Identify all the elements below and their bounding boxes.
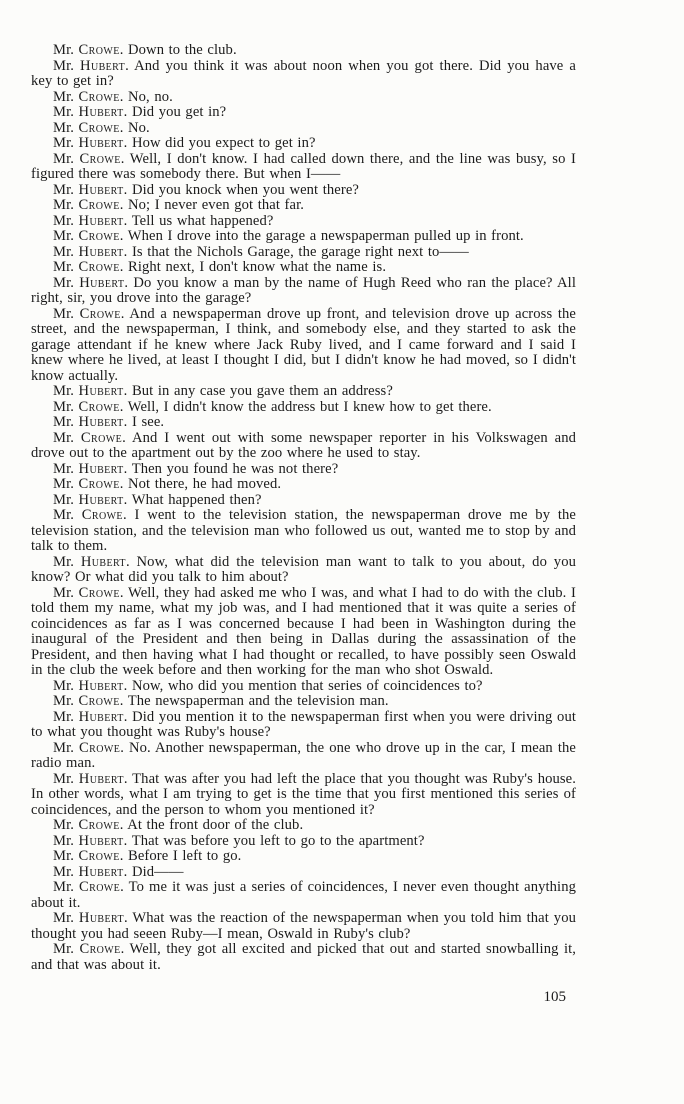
dialogue-paragraph: Mr. Hubert. Tell us what happened?	[53, 212, 274, 229]
speaker-name: Mr. Crowe.	[53, 879, 124, 895]
dialogue-paragraph: Mr. Crowe. Before I left to go.	[53, 848, 242, 864]
speaker-name: Mr. Crowe.	[53, 88, 124, 105]
dialogue-paragraph: Mr. Crowe. To me it was just a series of coincidences, I never even thought anything about it.	[31, 879, 576, 911]
speaker-name: Mr. Hubert.	[53, 414, 128, 430]
dialogue-paragraph: Mr. Crowe. Well, I don't know. I had called down there, and the line was busy, so I figured there was somebody there. But when I——	[31, 150, 576, 182]
speaker-name: Mr. Hubert.	[53, 677, 128, 694]
speaker-name: Mr. Crowe.	[53, 507, 127, 523]
dialogue-paragraph: Mr. Hubert. Then you found he was not there?	[53, 460, 339, 477]
dialogue-paragraph: Mr. Crowe. Down to the club.	[53, 42, 237, 58]
dialogue-paragraph: Mr. Crowe. When I drove into the garage a newspaperman pulled up in front.	[53, 228, 524, 244]
dialogue-paragraph: Mr. Hubert. That was before you left to go to the apartment?	[53, 832, 425, 849]
speaker-name: Mr. Crowe.	[53, 42, 124, 58]
speaker-name: Mr. Hubert.	[53, 553, 130, 570]
speaker-name: Mr. Crowe.	[53, 739, 124, 756]
speaker-name: Mr. Crowe.	[53, 398, 124, 415]
speaker-name: Mr. Crowe.	[53, 941, 125, 957]
dialogue-paragraph: Mr. Hubert. Is that the Nichols Garage, the garage right next to——	[53, 243, 469, 260]
dialogue-paragraph: Mr. Crowe. At the front door of the club.	[53, 817, 304, 833]
speaker-name: Mr. Hubert.	[53, 181, 128, 198]
dialogue-paragraph: Mr. Crowe. The newspaperman and the television man.	[53, 693, 389, 709]
dialogue-paragraph: Mr. Crowe. No; I never even got that far.	[53, 197, 304, 213]
dialogue-paragraph: Mr. Hubert. Did you get in?	[53, 104, 227, 120]
speaker-name: Mr. Hubert.	[53, 383, 128, 399]
speaker-name: Mr. Hubert.	[53, 910, 128, 926]
dialogue-paragraph: Mr. Hubert. Did——	[53, 863, 184, 880]
dialogue-paragraph: Mr. Crowe. And I went out with some newspaper reporter in his Volkswagen and drove out to the apartment out by the zoo where he used to stay.	[31, 429, 577, 461]
dialogue-paragraph: Mr. Crowe. No.	[53, 119, 150, 136]
dialogue-paragraph: Mr. Hubert. Do you know a man by the name of Hugh Reed who ran the place? All right, sir, you drove into the garage?	[31, 274, 576, 306]
dialogue-paragraph: Mr. Crowe. Well, they had asked me who I was, and what I had to do with the club. I told them my name, what my job was, and I had mentioned that it was quite a series of coincidences as far as I was concerned because I had been in Washington during the inaugural of the President and then being in Dallas during the assassination of the President, and then having what I had thought or recalled, to have possibly seen Oswald in the club the week before and then working for the man who shot Oswald.	[31, 584, 577, 678]
speaker-name: Mr. Crowe.	[53, 197, 124, 213]
dialogue-paragraph: Mr. Hubert. Did you knock when you went there?	[53, 181, 360, 198]
speaker-name: Mr. Hubert.	[53, 770, 128, 787]
speaker-name: Mr. Crowe.	[53, 150, 125, 167]
dialogue-text	[31, 43, 576, 973]
speaker-name: Mr. Hubert.	[53, 832, 128, 849]
speaker-name: Mr. Crowe.	[53, 305, 125, 322]
speaker-name: Mr. Crowe.	[53, 119, 124, 136]
dialogue-paragraph: Mr. Crowe. Well, they got all excited and picked that out and started snowballing it, and that was about it.	[31, 941, 577, 973]
dialogue-paragraph: Mr. Hubert. I see.	[53, 414, 165, 430]
speaker-name: Mr. Crowe.	[53, 693, 124, 709]
speaker-name: Mr. Hubert.	[53, 460, 128, 477]
dialogue-paragraph: Mr. Crowe. Right next, I don't know what the name is.	[53, 259, 387, 275]
dialogue-paragraph: Mr. Hubert. Now, who did you mention that series of coincidences to?	[53, 677, 483, 694]
dialogue-paragraph: Mr. Hubert. Now, what did the television man want to talk to you about, do you know? Or what did you talk to him about?	[31, 553, 576, 585]
speaker-name: Mr. Crowe.	[53, 429, 126, 446]
dialogue-paragraph: Mr. Hubert. And you think it was about noon when you got there. Did you have a key to get in?	[31, 57, 576, 89]
speaker-name: Mr. Crowe.	[53, 584, 124, 601]
speaker-name: Mr. Crowe.	[53, 817, 124, 833]
speaker-name: Mr. Crowe.	[53, 228, 124, 244]
dialogue-paragraph: Mr. Hubert. How did you expect to get in?	[53, 135, 316, 151]
dialogue-paragraph: Mr. Crowe. No, no.	[53, 88, 173, 105]
speaker-name: Mr. Hubert.	[53, 104, 128, 120]
speaker-name: Mr. Hubert.	[53, 243, 128, 260]
page-number: 105	[543, 989, 566, 1005]
dialogue-paragraph: Mr. Hubert. Did you mention it to the newspaperman first when you were driving out to what you thought was Ruby's house?	[31, 708, 576, 740]
dialogue-paragraph: Mr. Hubert. That was after you had left the place that you thought was Ruby's house. In other words, what I am trying to get is the time that you first mentioned this series of coincidences, and the person to whom you mentioned it?	[31, 770, 577, 818]
dialogue-paragraph: Mr. Crowe. No. Another newspaperman, the one who drove up in the car, I mean the radio man.	[31, 739, 576, 771]
speaker-name: Mr. Hubert.	[53, 708, 128, 725]
speaker-name: Mr. Crowe.	[53, 476, 124, 492]
speaker-name: Mr. Hubert.	[53, 491, 128, 508]
speaker-name: Mr. Hubert.	[53, 57, 129, 74]
dialogue-paragraph: Mr. Crowe. I went to the television station, the newspaperman drove me by the television station, and the television man who followed us out, wanted me to stop by and talk to them.	[31, 507, 576, 554]
dialogue-paragraph: Mr. Crowe. Not there, he had moved.	[53, 476, 282, 492]
dialogue-paragraph: Mr. Hubert. What happened then?	[53, 491, 262, 508]
speaker-name: Mr. Hubert.	[53, 863, 128, 880]
dialogue-paragraph: Mr. Crowe. And a newspaperman drove up front, and television drove up across the street, and the newspaperman, I think, and somebody else, and they started to ask the garage attendant if he knew where Jack Ruby lived, and I came forward and I said I knew where he lived, at least I thought I did, but I didn't know he had moved, so I didn't know actually.	[31, 305, 576, 384]
speaker-name: Mr. Hubert.	[53, 135, 128, 151]
dialogue-paragraph: Mr. Crowe. Well, I didn't know the address but I knew how to get there.	[53, 398, 492, 415]
dialogue-paragraph: Mr. Hubert. What was the reaction of the newspaperman when you told him that you thought you had seeen Ruby—I mean, Oswald in Ruby's club?	[31, 910, 576, 942]
speaker-name: Mr. Hubert.	[53, 212, 128, 229]
speaker-name: Mr. Crowe.	[53, 848, 124, 864]
dialogue-paragraph: Mr. Hubert. But in any case you gave them an address?	[53, 383, 393, 399]
speaker-name: Mr. Crowe.	[53, 259, 124, 275]
speaker-name: Mr. Hubert.	[53, 274, 129, 291]
